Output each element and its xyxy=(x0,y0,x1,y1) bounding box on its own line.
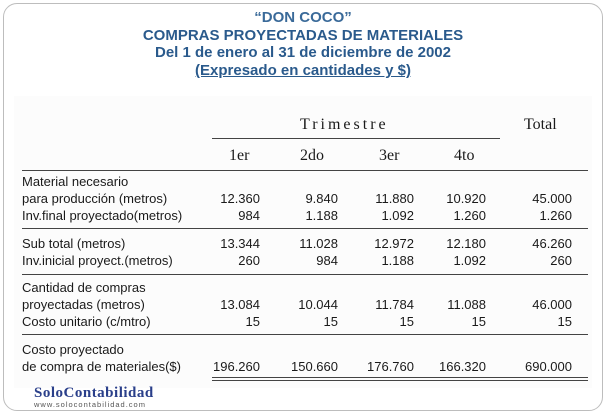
cell: 11.880 xyxy=(375,191,414,206)
cell: 196.260 xyxy=(213,359,260,374)
cell: 15 xyxy=(557,314,572,329)
cell: 9.840 xyxy=(305,191,338,206)
cell: 11.088 xyxy=(447,297,486,312)
total-header: Total xyxy=(524,116,557,133)
cell: 13.084 xyxy=(220,297,260,312)
row-label: Inv.inicial proyect.(metros) xyxy=(22,253,173,268)
rule xyxy=(22,274,588,275)
cell: 260 xyxy=(238,253,260,268)
rule xyxy=(22,228,588,229)
cell: 150.660 xyxy=(291,359,338,374)
report-note: (Expresado en cantidades y $) xyxy=(195,62,411,79)
company-name: “DON COCO” xyxy=(254,9,352,26)
trimestre-underline xyxy=(212,138,500,139)
cell: 1.260 xyxy=(539,208,572,223)
row-label: Inv.final proyectado(metros) xyxy=(22,208,183,223)
cell: 46.260 xyxy=(532,236,572,251)
cell: 46.000 xyxy=(532,297,572,312)
cell: 1.188 xyxy=(381,253,414,268)
row-label: proyectadas (metros) xyxy=(22,297,145,312)
cell: 15 xyxy=(399,314,414,329)
cell: 984 xyxy=(316,253,338,268)
cell: 10.044 xyxy=(298,297,338,312)
col-header-1: 1er xyxy=(229,147,250,164)
cell: 260 xyxy=(550,253,572,268)
cell: 45.000 xyxy=(532,191,572,206)
row-label: Sub total (metros) xyxy=(22,236,126,251)
logo-url: www.solocontabilidad.com xyxy=(34,400,146,409)
cell: 11.784 xyxy=(375,297,414,312)
cell: 12.180 xyxy=(446,236,486,251)
cell: 176.760 xyxy=(367,359,414,374)
cell: 15 xyxy=(471,314,486,329)
cell: 15 xyxy=(245,314,260,329)
cell: 13.344 xyxy=(220,236,260,251)
logo-text-b: Contabilidad xyxy=(63,385,154,401)
row-label: Cantidad de compras xyxy=(22,280,146,295)
cell: 1.092 xyxy=(453,253,486,268)
cell: 12.360 xyxy=(220,191,260,206)
col-header-3: 3er xyxy=(379,147,400,164)
cell: 690.000 xyxy=(525,359,572,374)
report-period: Del 1 de enero al 31 de diciembre de 2002 xyxy=(155,44,451,61)
row-label: de compra de materiales($) xyxy=(22,359,181,374)
row-label: Costo proyectado xyxy=(22,342,124,357)
rule xyxy=(22,334,588,335)
row-label: Costo unitario (c/mtro) xyxy=(22,314,151,329)
header-rule xyxy=(22,170,588,171)
site-logo xyxy=(34,385,154,409)
double-rule-bottom xyxy=(212,380,588,381)
report-title: COMPRAS PROYECTADAS DE MATERIALES xyxy=(142,27,464,44)
col-header-2: 2do xyxy=(300,147,324,164)
row-label: Material necesario xyxy=(22,174,129,189)
cell: 166.320 xyxy=(439,359,486,374)
row-label: para producción (metros) xyxy=(22,191,168,206)
scanned-table xyxy=(14,96,592,388)
cell: 11.028 xyxy=(299,236,338,251)
logo-text-a: Solo xyxy=(34,385,64,401)
cell: 15 xyxy=(323,314,338,329)
trimestre-header: Trimestre xyxy=(300,116,389,133)
double-rule-top xyxy=(212,377,588,378)
cell: 12.972 xyxy=(374,236,414,251)
cell: 10.920 xyxy=(446,191,486,206)
cell: 1.260 xyxy=(453,208,486,223)
cell: 1.188 xyxy=(305,208,338,223)
cell: 1.092 xyxy=(381,208,414,223)
col-header-4: 4to xyxy=(454,147,475,164)
cell: 984 xyxy=(238,208,260,223)
